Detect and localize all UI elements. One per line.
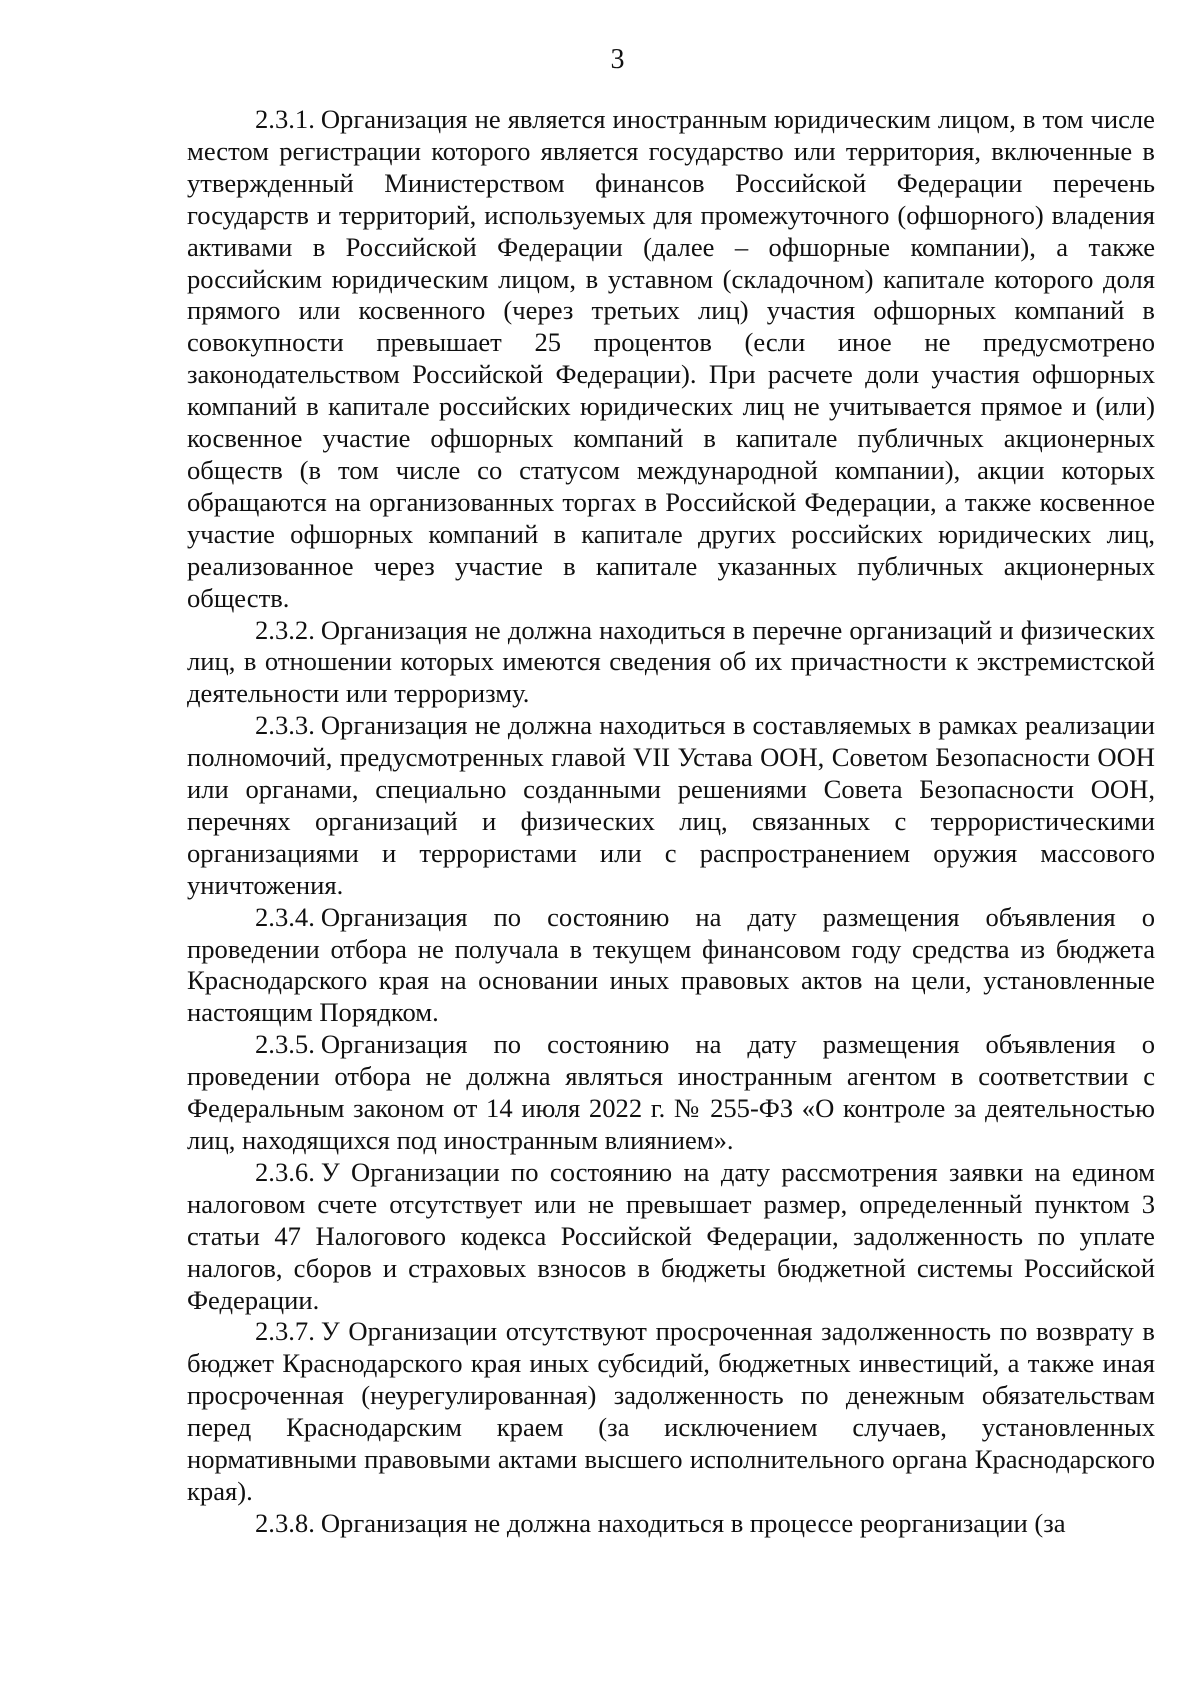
paragraph-2-3-8 xyxy=(187,1508,1155,1540)
paragraph-text: Организация не является иностранным юридическим лицом, в том числе местом регистрации которого является государство или территория, включенные в утвержденный Министерством финансов Российской Федерации перечень государств и территорий, используемых для промежуточного (офшорного) владения активами в Российской Федерации (далее – офшорные компании), а также российским юридическим лицом, в уставном (складочном) капитале которого доля прямого или косвенного (через третьих лиц) участия офшорных компаний в совокупности превышает 25 процентов (если иное не предусмотрено законодательством Российской Федерации). При расчете доли участия офшорных компаний в капитале российских юридических лиц не учитывается прямое и (или) косвенное участие офшорных компаний в капитале публичных акционерных обществ (в том числе со статусом международной компании), акции которых обращаются на организованных торгах в Российской Федерации, а также косвенное участие офшорных компаний в капитале других российских юридических лиц, реализованное через участие в капитале указанных публичных акционерных обществ. xyxy=(187,104,1155,613)
paragraph-2-3-4 xyxy=(187,902,1155,1030)
paragraph-number: 2.3.3. xyxy=(255,710,315,741)
paragraph-text: Организация не должна находиться в процессе реорганизации (за xyxy=(320,1507,1066,1538)
page-number: 3 xyxy=(610,44,625,75)
paragraph-2-3-6 xyxy=(187,1157,1155,1317)
paragraph-text: Организация не должна находиться в перечне организаций и физических лиц, в отношении которых имеются сведения об их причастности к экстремистской деятельности или терроризму. xyxy=(187,614,1155,709)
paragraph-text: У Организации отсутствуют просроченная задолженность по возврату в бюджет Краснодарского края иных субсидий, бюджетных инвестиций, а также иная просроченная (неурегулированная) задолженность по денежным обязательствам перед Краснодарским краем (за исключением случаев, установленных нормативными правовыми актами высшего исполнительного органа Краснодарского края). xyxy=(187,1316,1155,1506)
paragraph-number: 2.3.6. xyxy=(255,1156,315,1187)
paragraph-number: 2.3.1. xyxy=(255,104,315,134)
paragraph-text: Организация не должна находиться в составляемых в рамках реализации полномочий, предусмотренных главой VII Устава ООН, Советом Безопасности ООН или органами, специально созданными решениями Совета Безопасности ООН, перечнях организаций и физических лиц, связанных с террористическими организациями и террористами или с распространением оружия массового уничтожения. xyxy=(187,710,1155,900)
paragraph-2-3-5 xyxy=(187,1029,1155,1157)
paragraph-number: 2.3.4. xyxy=(255,901,315,932)
paragraph-text: Организация по состоянию на дату размещения объявления о проведении отбора не должна являться иностранным агентом в соответствии с Федеральным законом от 14 июля 2022 г. № 255-ФЗ «О контроле за деятельностью лиц, находящихся под иностранным влиянием». xyxy=(187,1029,1155,1155)
document-body xyxy=(187,104,1155,1540)
paragraph-number: 2.3.8. xyxy=(255,1507,315,1538)
paragraph-2-3-2 xyxy=(187,615,1155,711)
paragraph-text: У Организации по состоянию на дату рассмотрения заявки на едином налоговом счете отсутствует или не превышает размер, определенный пунктом 3 статьи 47 Налогового кодекса Российской Федерации, задолженность по уплате налогов, сборов и страховых взносов в бюджеты бюджетной системы Российской Федерации. xyxy=(187,1156,1155,1315)
paragraph-2-3-1 xyxy=(187,104,1155,615)
paragraph-text: Организация по состоянию на дату размещения объявления о проведении отбора не получала в текущем финансовом году средства из бюджета Краснодарского края на основании иных правовых актов на цели, установленные настоящим Порядком. xyxy=(187,901,1155,1028)
paragraph-number: 2.3.5. xyxy=(255,1029,315,1060)
paragraph-number: 2.3.7. xyxy=(255,1316,315,1347)
paragraph-2-3-7 xyxy=(187,1316,1155,1507)
paragraph-2-3-3 xyxy=(187,710,1155,901)
paragraph-number: 2.3.2. xyxy=(255,614,315,645)
